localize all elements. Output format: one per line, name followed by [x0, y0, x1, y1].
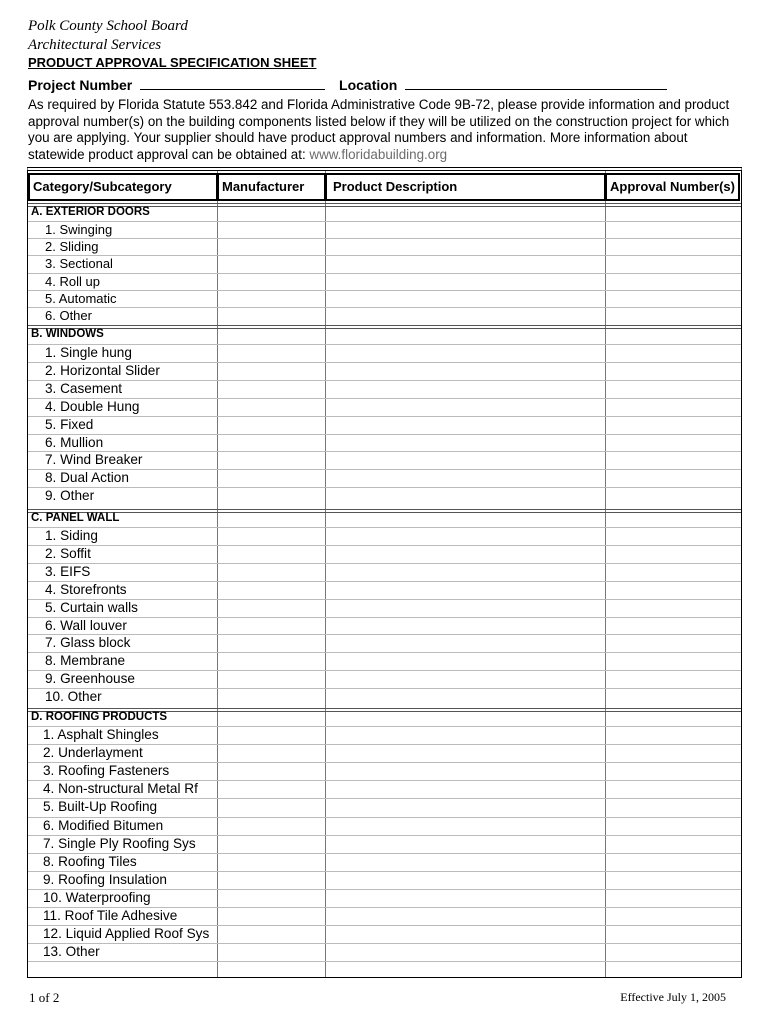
table-row-line: [28, 290, 741, 291]
subcategory-item: 1. Single hung: [45, 345, 132, 360]
subcategory-item: 4. Storefronts: [45, 581, 127, 597]
subcategory-item: 5. Fixed: [45, 416, 94, 432]
table-row-line: [28, 527, 741, 528]
subcategory-item: 1. Asphalt Shingles: [43, 727, 159, 742]
table-row-line: [28, 961, 741, 962]
section-title: D. ROOFING PRODUCTS: [31, 711, 168, 723]
subcategory-item: 6. Mullion: [45, 434, 104, 450]
table-row-line: [28, 634, 741, 635]
subcategory-item: 6. Modified Bitumen: [43, 817, 164, 833]
subcategory-item: 6. Wall louver: [45, 617, 127, 633]
subcategory-item: 12. Liquid Applied Roof Sys: [43, 926, 210, 942]
effective-date: Effective July 1, 2005: [620, 990, 726, 1004]
table-row-line: [28, 545, 741, 546]
project-info-row: [28, 77, 667, 93]
subcategory-item: 6. Other: [45, 308, 92, 323]
table-row-line: [28, 416, 741, 417]
table-row-line: [28, 238, 741, 239]
table-row-line: [28, 688, 741, 689]
table-row-line: [28, 581, 741, 582]
floridabuilding-link[interactable]: www.floridabuilding.org: [309, 146, 448, 162]
subcategory-item: 4. Non-structural Metal Rf: [43, 781, 198, 797]
subcategory-item: 7. Wind Breaker: [45, 452, 143, 468]
section-divider: [28, 325, 741, 329]
subcategory-item: 3. Roofing Fasteners: [43, 763, 170, 779]
section-title: C. PANEL WALL: [31, 512, 120, 524]
column-header-category: Category/Subcategory: [28, 173, 218, 201]
intro-text: As required by Florida Statute 553.842 and Florida Administrative Code 9B-72, please provide information and product approval number(s) on the building components listed below if they will be utilized on the construction project for which you are applying. Your supplier should have product approval numbers and information. More information about statewide product approval can be obtained at:: [28, 97, 730, 162]
column-header-approval-numbers: Approval Number(s): [605, 173, 740, 201]
subcategory-item: 10. Waterproofing: [43, 889, 151, 905]
subcategory-item: 5. Automatic: [45, 290, 117, 306]
subcategory-item: 11. Roof Tile Adhesive: [43, 908, 178, 923]
project-number-field[interactable]: [140, 79, 325, 90]
subcategory-item: 8. Dual Action: [45, 470, 129, 486]
subcategory-item: 1. Siding: [45, 528, 98, 543]
subcategory-item: 2. Soffit: [45, 545, 91, 561]
subcategory-item: 1. Swinging: [45, 222, 113, 237]
subcategory-item: 9. Greenhouse: [45, 671, 135, 687]
subcategory-item: 3. Sectional: [45, 256, 113, 272]
table-row-line: [28, 434, 741, 435]
subcategory-item: 7. Single Ply Roofing Sys: [43, 835, 196, 851]
table-row-line: [28, 617, 741, 618]
subcategory-item: 4. Double Hung: [45, 398, 140, 414]
subcategory-item: 8. Membrane: [45, 653, 126, 669]
table-row-line: [28, 943, 741, 944]
subcategory-item: 13. Other: [43, 944, 100, 960]
page-title: PRODUCT APPROVAL SPECIFICATION SHEET: [28, 55, 317, 70]
subcategory-item: 9. Roofing Insulation: [43, 871, 167, 887]
subcategory-item: 10. Other: [45, 689, 102, 705]
column-header-product-description: Product Description: [325, 173, 606, 201]
table-row-line: [28, 469, 741, 470]
section-title: A. EXTERIOR DOORS: [31, 206, 150, 218]
department-name: Architectural Services: [28, 37, 162, 53]
table-row-line: [28, 221, 741, 222]
column-divider: [605, 171, 606, 977]
subcategory-item: 9. Other: [45, 488, 95, 504]
subcategory-item: 2. Horizontal Slider: [45, 362, 160, 378]
table-row-line: [28, 273, 741, 274]
subcategory-item: 3. EIFS: [45, 563, 91, 579]
column-divider: [217, 171, 218, 977]
column-divider: [325, 171, 326, 977]
table-row-line: [28, 652, 741, 653]
subcategory-item: 8. Roofing Tiles: [43, 853, 137, 869]
organization-name: Polk County School Board: [28, 18, 188, 34]
section-title: B. WINDOWS: [31, 328, 104, 340]
table-row-line: [28, 380, 741, 381]
location-field[interactable]: [405, 79, 667, 90]
subcategory-item: 2. Sliding: [45, 239, 99, 255]
table-row-line: [28, 563, 741, 564]
section-divider: [28, 509, 741, 513]
location-label: Location: [339, 77, 398, 93]
subcategory-item: 7. Glass block: [45, 635, 131, 651]
subcategory-item: 5. Curtain walls: [45, 599, 138, 615]
product-approval-table: [27, 167, 742, 978]
table-row-line: [28, 670, 741, 671]
table-row-line: [28, 307, 741, 308]
subcategory-item: 5. Built-Up Roofing: [43, 799, 158, 815]
column-header-manufacturer: Manufacturer: [217, 173, 326, 201]
intro-paragraph: [28, 97, 740, 163]
table-row-line: [28, 344, 741, 345]
subcategory-item: 4. Roll up: [45, 273, 100, 289]
subcategory-item: 2. Underlayment: [43, 745, 143, 761]
subcategory-item: 3. Casement: [45, 380, 123, 396]
table-row-line: [28, 255, 741, 256]
table-row-line: [28, 487, 741, 488]
project-number-label: Project Number: [28, 77, 133, 93]
page-number: 1 of 2: [29, 990, 60, 1005]
